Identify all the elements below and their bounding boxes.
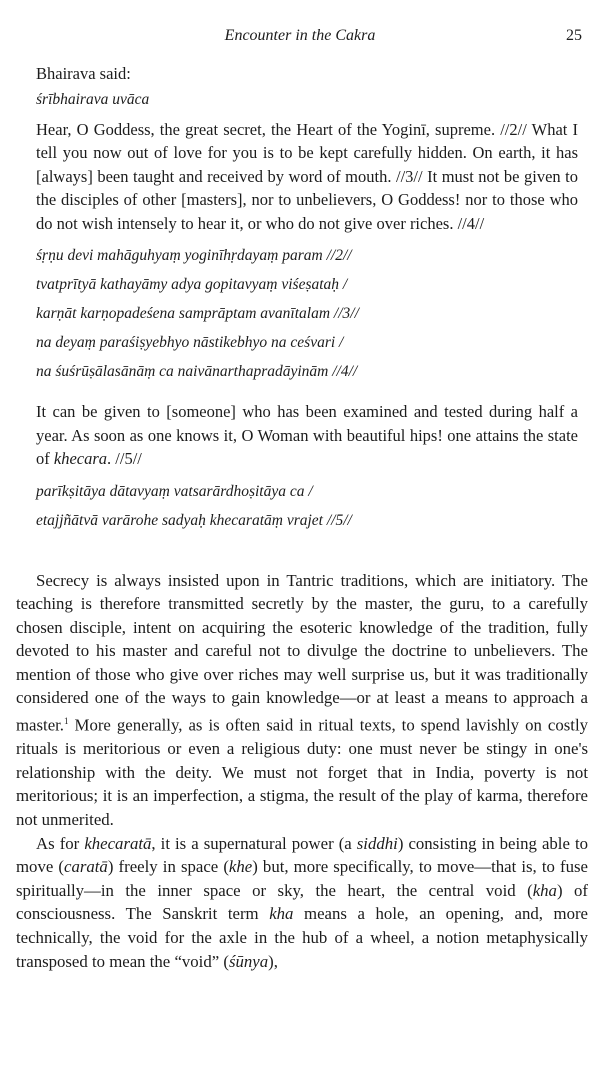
verse-block-2 xyxy=(36,400,578,535)
verse-block-1 xyxy=(36,62,578,386)
running-head xyxy=(0,26,600,46)
commentary-text: As for xyxy=(36,833,85,853)
sanskrit-line: tvatprītyā kathayāmy adya gopitavyaṃ viśeṣataḥ / xyxy=(36,276,348,293)
sanskrit-line: karṇāt karṇopadeśena samprāptam avanītalam //3// xyxy=(36,305,359,322)
verse-translation: Hear, O Goddess, the great secret, the Heart of the Yoginī, supreme. //2// What I tell you now out of love for you is to be kept carefully hidden. On earth, it has [always] been taught and received by word of mouth. //3// It must not be given to the disciples of other [masters], nor to unbelievers, O Goddess! nor to those who do not wish intensely to hear it, or who do not give over riches. //4// xyxy=(36,119,578,233)
verse-translation xyxy=(36,400,578,471)
italic-term: siddhi xyxy=(356,833,398,853)
sanskrit-line: na śuśrūṣālasānāṃ ca naivānarthapradāyinām //4// xyxy=(36,363,358,380)
commentary-text: ), xyxy=(268,951,278,971)
verse-translation-text: It can be given to [someone] who has been examined and tested during half a year. As soon as one knows it, O Woman with beautiful hips! one attains the state of xyxy=(36,402,578,468)
sanskrit-line: śṛṇu devi mahāguhyaṃ yoginīhṛdayaṃ param //2// xyxy=(36,247,352,264)
commentary-paragraph xyxy=(16,832,588,974)
speaker-line: Bhairava said: xyxy=(36,64,131,83)
footnote-mark: 1 xyxy=(64,716,69,727)
italic-term: kha xyxy=(269,904,294,924)
commentary-text: ) of consciousness. The Sanskrit term xyxy=(16,880,589,924)
italic-term: khe xyxy=(228,857,253,877)
commentary-text: ) freely in space ( xyxy=(107,857,229,877)
commentary-text: Secrecy is always insisted upon in Tantric traditions, which are initiatory. The teaching is therefore transmitted secretly by the master, the guru, to a carefully chosen disciple, intent on acquiring the esoteric knowledge of the tradition, fully devoted to his master and careful not to divulge the doctrine to unbelievers. The mention of those who give over riches may well surprise us, but it was traditionally considered one of the ways to gain knowledge—or at least a means to approach a master. xyxy=(16,570,588,735)
italic-term: khecaratā xyxy=(84,833,152,853)
sanskrit-line: parīkṣitāya dātavyaṃ vatsarārdhoṣitāya ca / xyxy=(36,482,313,500)
page-number: 25 xyxy=(566,27,582,44)
verse-translation-term: khecara xyxy=(53,449,108,468)
commentary-paragraph xyxy=(16,569,588,832)
verse-translation-end: . //5// xyxy=(107,449,142,468)
commentary-text: ) but, more specifically, to move—that is, to fuse spiritually—in the inner space or sky, the heart, the central void ( xyxy=(16,857,588,900)
commentary-text-cont: More generally, as is often said in ritual texts, to spend lavishly on costly rituals is meritorious or even a religious duty: one must never be stingy in one's relationship with the deity. We must not forget that in India, poverty is not meritorious; it is an imperfection, a stigma, the result of the play of karma, therefore not unmerited. xyxy=(16,715,588,830)
sanskrit-line: etajjñātvā varārohe sadyaḥ khecaratāṃ vrajet //5// xyxy=(36,511,352,529)
commentary-text: , it is a supernatural power (a xyxy=(151,833,357,853)
italic-term: kha xyxy=(532,880,557,900)
sanskrit-line: na deyaṃ paraśiṣyebhyo nāstikebhyo na ceśvari / xyxy=(36,334,344,351)
italic-term: śūnya xyxy=(228,951,269,971)
italic-term: caratā xyxy=(64,857,108,877)
page-content xyxy=(16,62,588,973)
speaker-transliteration: śrībhairava uvāca xyxy=(36,90,150,108)
commentary-text: ) consisting in being able to move ( xyxy=(16,833,588,877)
commentary-text: means a hole, an opening, and, more technically, the void for the axle in the hub of a wheel, a notion metaphysically transposed to mean the “void” ( xyxy=(16,904,588,971)
running-title: Encounter in the Cakra xyxy=(224,27,376,44)
